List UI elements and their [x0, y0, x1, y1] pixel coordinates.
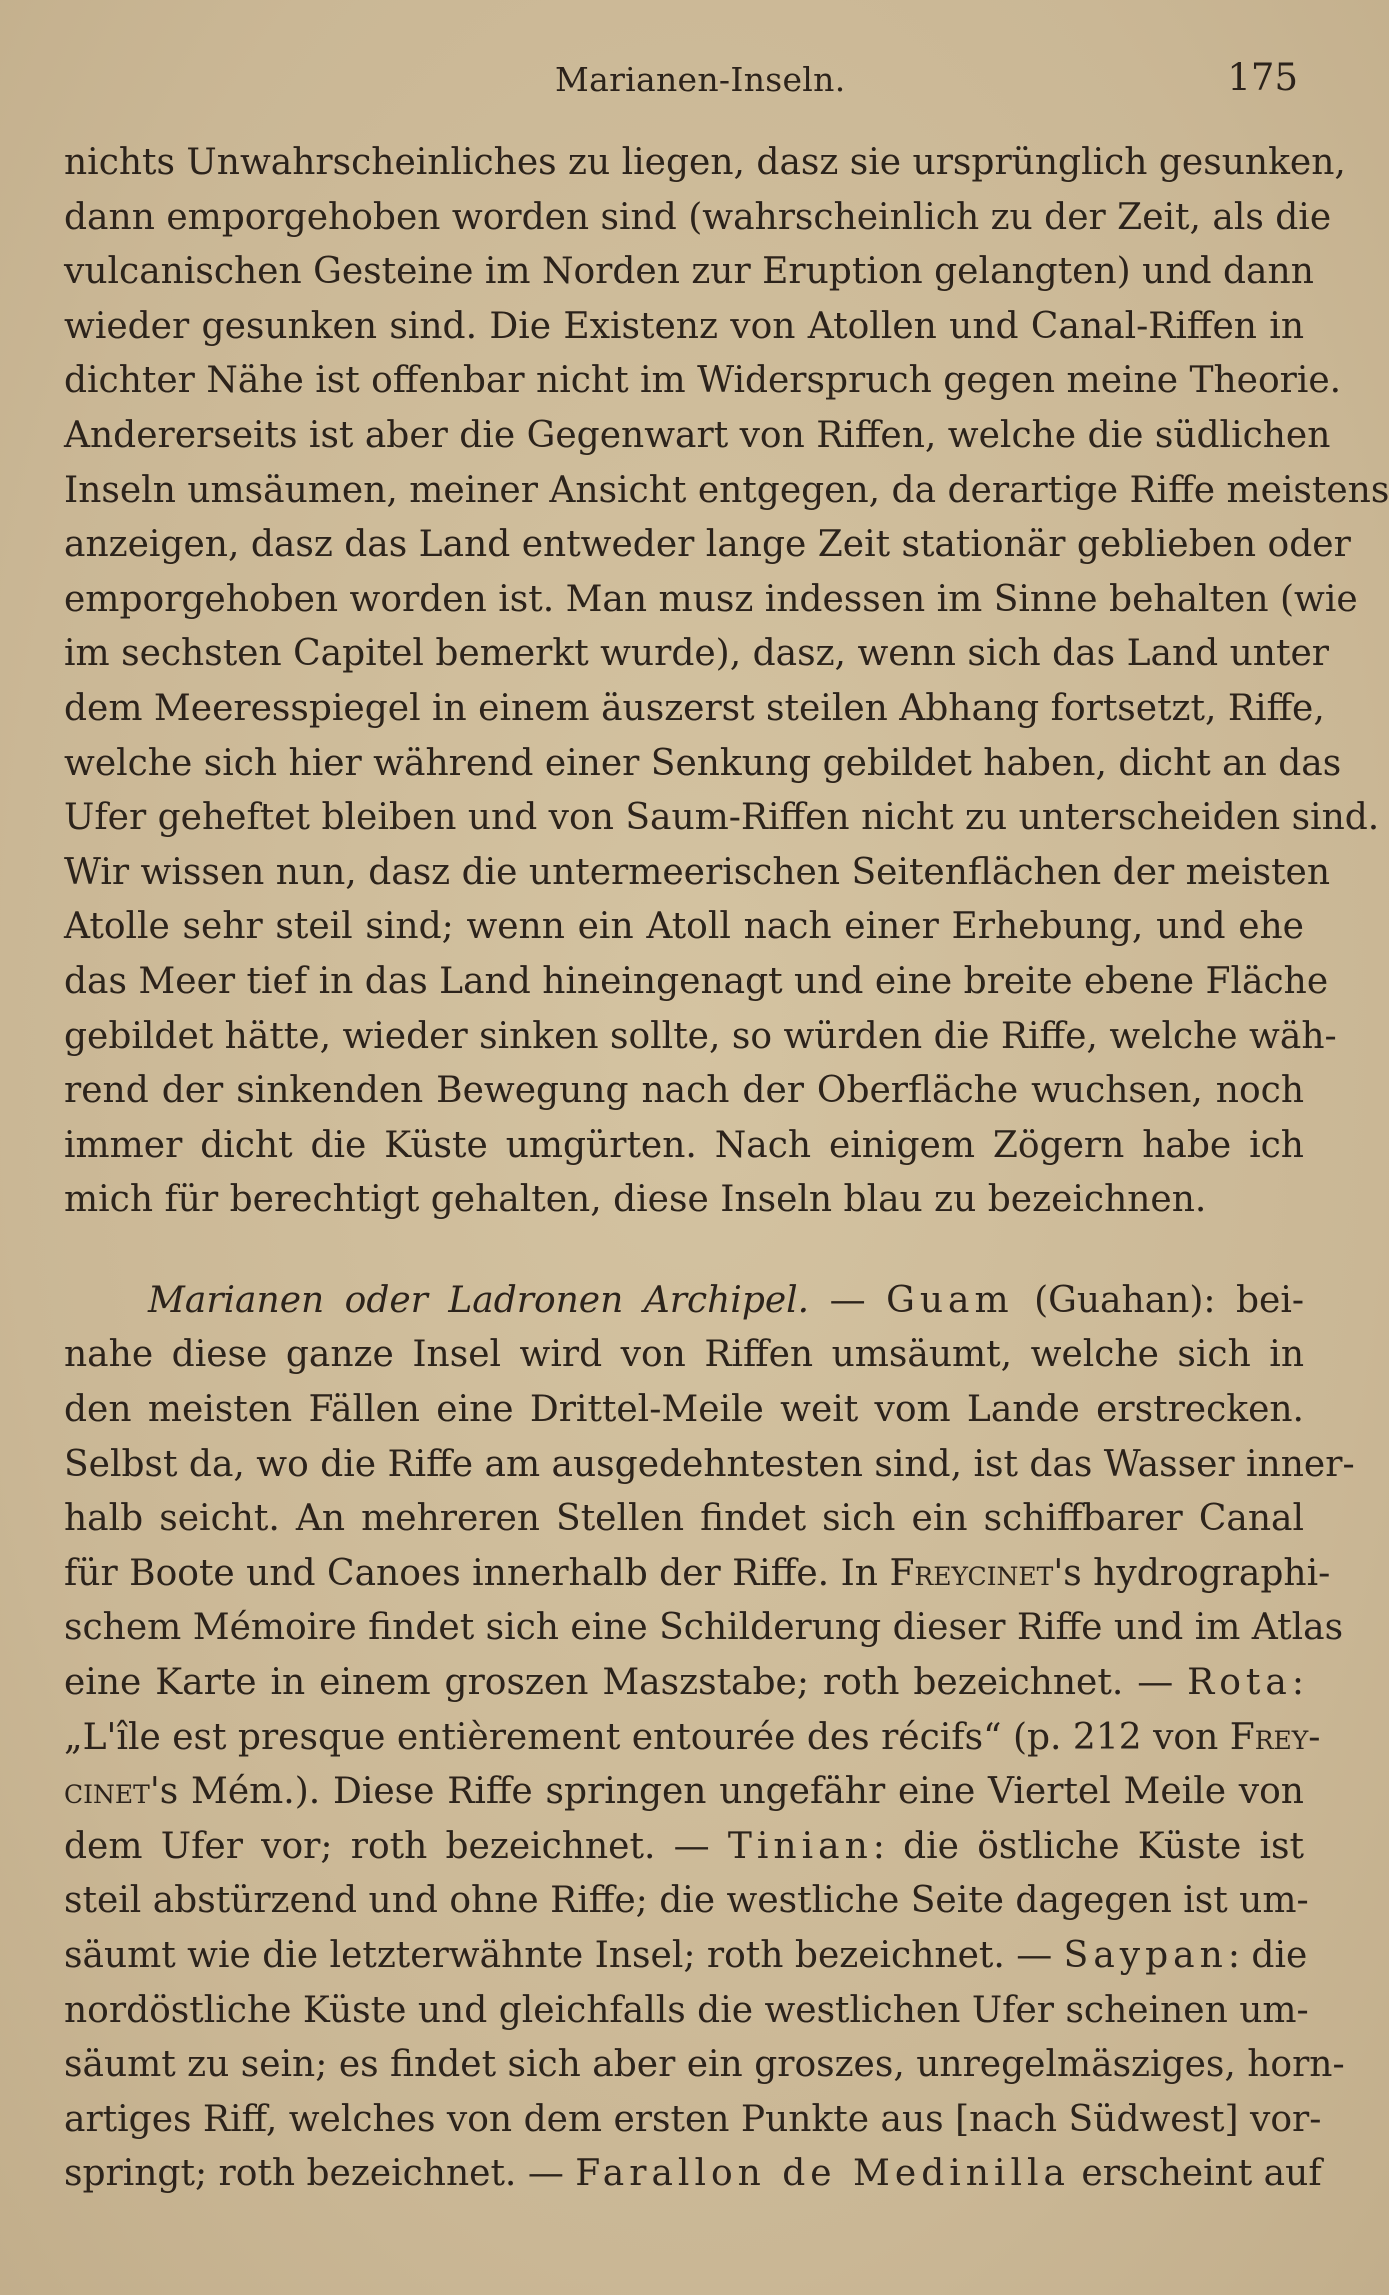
section-heading: Marianen oder Ladronen Archipel. [148, 1279, 810, 1321]
text-fragment: dem Ufer vor; roth bezeichnet. — [64, 1825, 728, 1867]
text-fragment: (Guahan): bei- [1013, 1279, 1305, 1321]
page-number: 175 [1227, 56, 1298, 99]
paragraph-gap [64, 1228, 1304, 1274]
text-line: welche sich hier während einer Senkung gebildet haben, dicht an das [64, 742, 1342, 784]
text-fragment: springt; roth bezeichnet. — [64, 2153, 576, 2195]
text-line [64, 1929, 1308, 1984]
text-line: halb seicht. An mehreren Stellen findet sich ein schiffbarer Canal [64, 1498, 1304, 1540]
author-name: Frey- [1229, 1716, 1321, 1758]
text-line: gebildet hätte, wieder sinken sollte, so würden die Riffe, welche wäh- [64, 1015, 1337, 1057]
text-line: Atolle sehr steil sind; wenn ein Atoll nach einer Erhebung, und ehe [64, 906, 1304, 948]
text-line: nahe diese ganze Insel wird von Riffen umsäumt, welche sich in [64, 1334, 1304, 1376]
place-name: Saypan [1063, 1935, 1228, 1976]
text-line: Wir wissen nun, dasz die untermeerischen Seitenflächen der meisten [64, 851, 1331, 893]
text-fragment: 's Mém.). Diese Riffe springen ungefähr eine Viertel Meile von [149, 1771, 1304, 1813]
text-line: Andererseits ist aber die Gegenwart von Riffen, welche die südlichen [64, 414, 1331, 456]
text-fragment: : die östliche Küste ist [872, 1825, 1304, 1867]
text-line [64, 1765, 1304, 1820]
text-line: Ufer geheftet bleiben und von Saum-Riffen nicht zu unterscheiden sind. [64, 797, 1380, 839]
text-line: anzeigen, dasz das Land entweder lange Zeit stationär geblieben oder [64, 524, 1351, 566]
text-line: vulcanischen Gesteine im Norden zur Eruption gelangten) und dann [64, 251, 1314, 293]
text-line: Inseln umsäumen, meiner Ansicht entgegen, da derartige Riffe meistens [64, 469, 1389, 511]
text-line: artiges Riff, welches von dem ersten Punkte aus [nach Südwest] vor- [64, 2098, 1322, 2140]
text-line: den meisten Fällen eine Drittel-Meile weit vom Lande erstrecken. [64, 1389, 1304, 1431]
text-line: nordöstliche Küste und gleichfalls die westlichen Ufer scheinen um- [64, 1989, 1309, 2031]
text-fragment: : [1291, 1662, 1304, 1704]
text-fragment: : die [1227, 1935, 1308, 1976]
text-line [64, 2147, 1322, 2202]
author-name: cinet [64, 1771, 150, 1813]
text-line: wieder gesunken sind. Die Existenz von Atollen und Canal-Riffen in [64, 305, 1304, 347]
text-fragment: „L'île est presque entièrement entourée des récifs“ (p. 212 von [64, 1716, 1219, 1758]
text-line: dann emporgehoben worden sind (wahrscheinlich zu der Zeit, als die [64, 196, 1332, 238]
page-header [0, 52, 1358, 112]
text-fragment: säumt wie die letzterwähnte Insel; roth bezeichnet. — [64, 1935, 1064, 1976]
text-line: nichts Unwahrscheinliches zu liegen, dasz sie ursprünglich gesunken, [64, 142, 1346, 183]
text-line [64, 1820, 1304, 1875]
place-name: Tinian [727, 1825, 873, 1867]
body-text [64, 136, 1389, 2202]
paragraph-1 [64, 136, 1389, 1228]
place-name: Farallon de Medinilla [575, 2153, 1070, 2195]
text-line: immer dicht die Küste umgürten. Nach einigem Zögern habe ich [64, 1124, 1304, 1166]
text-line: mich für berechtigt gehalten, diese Inseln blau zu bezeichnen. [64, 1179, 1207, 1221]
text-line: rend der sinkenden Bewegung nach der Oberfläche wuchsen, noch [64, 1070, 1304, 1112]
text-fragment: eine Karte in einem groszen Maszstabe; roth bezeichnet. — [64, 1662, 1188, 1704]
text-line: steil abstürzend und ohne Riffe; die westliche Seite dagegen ist um- [64, 1880, 1309, 1922]
text-fragment: — [809, 1279, 887, 1321]
text-line: im sechsten Capitel bemerkt wurde), dasz, wenn sich das Land unter [64, 633, 1329, 675]
paragraph-2 [64, 1274, 1355, 2202]
text-line: schem Mémoire findet sich eine Schilderung dieser Riffe und im Atlas [64, 1607, 1344, 1649]
place-name: Rota [1187, 1662, 1292, 1704]
text-line: das Meer tief in das Land hineingenagt und eine breite ebene Fläche [64, 960, 1329, 1002]
text-line: Selbst da, wo die Riffe am ausgedehntesten sind, ist das Wasser inner- [64, 1443, 1355, 1485]
place-name: Guam [886, 1279, 1014, 1321]
text-line [64, 1274, 1304, 1329]
text-line: dem Meeresspiegel in einem äuszerst steilen Abhang fortsetzt, Riffe, [64, 687, 1325, 729]
text-fragment: erscheint auf [1069, 2153, 1322, 2195]
text-line: emporgehoben worden ist. Man musz indessen im Sinne behalten (wie [64, 578, 1358, 620]
text-line [64, 1656, 1304, 1711]
text-fragment: 's hydrographi- [1053, 1552, 1331, 1594]
text-line [64, 1711, 1321, 1766]
author-name: Freycinet [889, 1552, 1054, 1594]
text-fragment: für Boote und Canoes innerhalb der Riffe. In [64, 1552, 878, 1594]
text-line: säumt zu sein; es findet sich aber ein groszes, unregelmäsziges, horn- [64, 2044, 1345, 2086]
text-line [64, 1547, 1331, 1602]
text-line: dichter Nähe ist offenbar nicht im Widerspruch gegen meine Theorie. [64, 360, 1342, 402]
running-title: Marianen-Inseln. [555, 60, 846, 99]
